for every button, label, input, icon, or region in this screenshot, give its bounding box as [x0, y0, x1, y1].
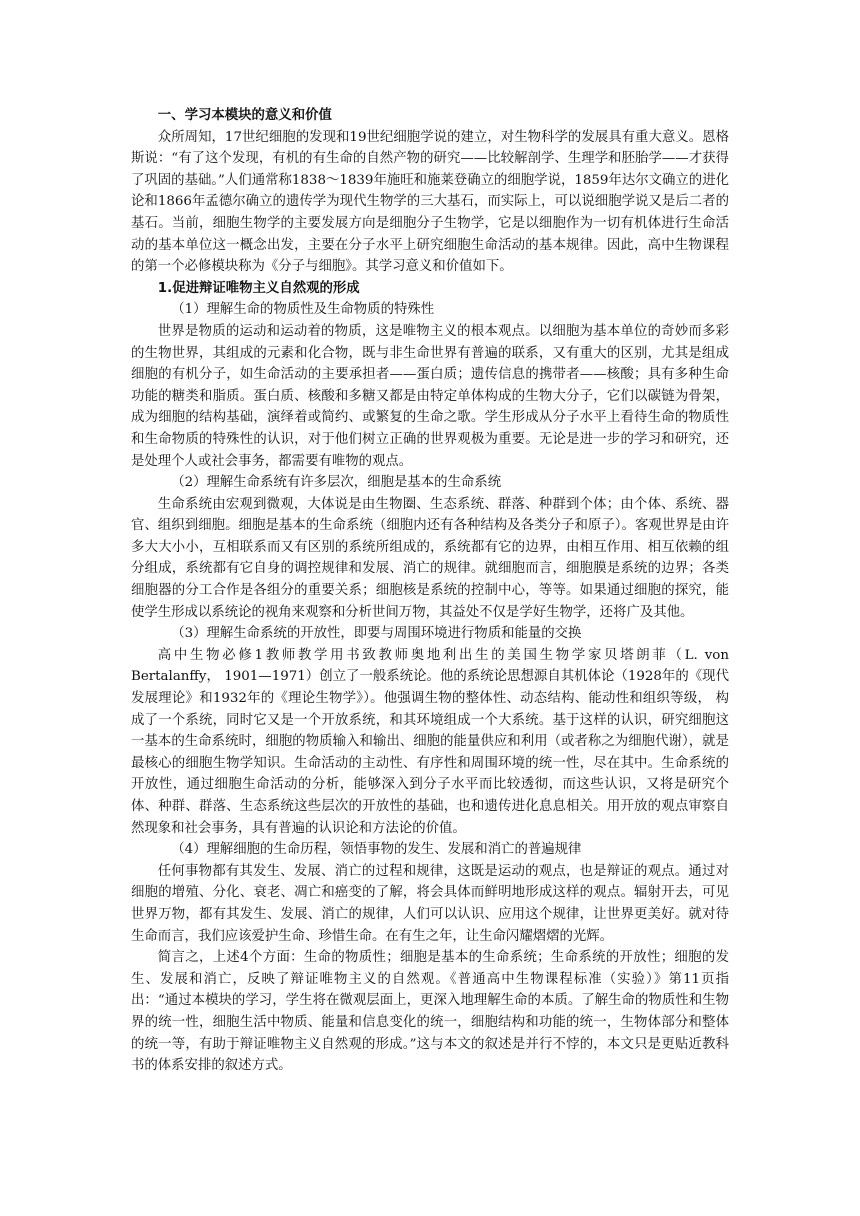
point3-title: （3）理解生命系统的开放性，即要与周围环境进行物质和能量的交换: [171, 626, 582, 642]
subsection-title: 1.促进辩证唯物主义自然观的形成: [157, 280, 360, 296]
section-title: 一、学习本模块的意义和价值: [157, 108, 332, 123]
summary-paragraph: 简言之，上述4个方面：生命的物质性；细胞是基本的生命系统；生命系统的开放性；细胞的发生、发展和消亡，反映了辩证唯物主义的自然观。《普通高中生物课程标准（实验）》第11页指出：“通过本模块的学习，学生将在微观层面上，更深入地理解生命的本质。了解生命的物质性和生物界的统一性，细胞生活中物质、能量和信息变化的统一，细胞结构和功能的统一，生物体部分和整体的统一等，有助于辩证唯物主义自然观的形成。”这与本文的叙述是并行不悖的，本文只是更贴近教科书的体系安排的叙述方式。: [131, 950, 729, 1074]
intro-paragraph: 众所周知，17世纪细胞的发现和19世纪细胞学说的建立，对生物科学的发展具有重大意义。恩格斯说：“有了这个发现，有机的有生命的自然产物的研究——比较解剖学、生理学和胚胎学——才获得了巩固的基础。”人们通常称1838～1839年施旺和施莱登确立的细胞学说，1859年达尔文确立的进化论和1866年孟德尔确立的遗传学为现代生物学的三大基石，而实际上，可以说细胞学说又是后二者的基石。当前，细胞生物学的主要发展方向是细胞分子生物学，它是以细胞作为一切有机体进行生命活动的基本单位这一概念出发，主要在分子水平上研究细胞生命活动的基本规律。因此，高中生物课程的第一个必修模块称为《分子与细胞》。其学习意义和价值如下。: [131, 129, 729, 275]
point4-paragraph: 任何事物都有其发生、发展、消亡的过程和规律，这既是运动的观点，也是辩证的观点。通过对细胞的增殖、分化、衰老、凋亡和癌变的了解，将会具体而鲜明地形成这样的观点。辐射开去，可见世界万物，都有其发生、发展、消亡的规律，人们可以认识、应用这个规律，让世界更美好。就对待生命而言，我们应该爱护生命、珍惜生命。在有生之年，让生命闪耀熠熠的光辉。: [131, 863, 729, 944]
point1-title: （1）理解生命的物质性及生命物质的特殊性: [171, 302, 435, 318]
point1-paragraph: 世界是物质的运动和运动着的物质，这是唯物主义的根本观点。以细胞为基本单位的奇妙而多彩的生物世界，其组成的元素和化合物，既与非生命世界有普遍的联系，又有重大的区别，尤其是组成细胞的有机分子，如生命活动的主要承担者——蛋白质；遗传信息的携带者——核酸；具有多种生命功能的糖类和脂质。蛋白质、核酸和多糖又都是由特定单体构成的生物大分子，它们以碳链为骨架，成为细胞的结构基础，演绎着或简约、或繁复的生命之歌。学生形成从分子水平上看待生命的物质性和生命物质的特殊性的认识，对于他们树立正确的世界观极为重要。无论是进一步的学习和研究，还是处理个人或社会事务，都需要有唯物的观点。: [131, 323, 729, 469]
point2-title: （2）理解生命系统有许多层次，细胞是基本的生命系统: [171, 475, 502, 491]
point3-paragraph: 高中生物必修1教师教学用书致教师奥地利出生的美国生物学家贝塔朗菲（L. von Bertalanffy， 1901—1971）创立了一般系统论。他的系统论思想源自其机体论（1928年的《现代发展理论》和1932年的《理论生物学》）。他强调生物的整体性、动态结构、能动性和组织等级， 构成了一个系统，同时它又是一个开放系统，和其环境组成一个大系统。基于这样的认识，研究细胞这一基本的生命系统时，细胞的物质输入和输出、细胞的能量供应和利用（或者称之为细胞代谢），就是最核心的细胞生物学知识。生命活动的主动性、有序性和周围环境的统一性，尽在其中。生命系统的开放性，通过细胞生命活动的分析，能够深入到分子水平而比较透彻，而这些认识，又将是研究个体、种群、群落、生态系统这些层次的开放性的基础，也和遗传进化息息相关。用开放的观点审察自然现象和社会事务，具有普遍的认识论和方法论的价值。: [131, 647, 729, 836]
point4-title: （4）理解细胞的生命历程，领悟事物的发生、发展和消亡的普遍规律: [171, 842, 582, 858]
document-page: [131, 105, 729, 1077]
point2-paragraph: 生命系统由宏观到微观，大体说是由生物圈、生态系统、群落、种群到个体；由个体、系统、器官、组织到细胞。细胞是基本的生命系统（细胞内还有各种结构及各类分子和原子）。客观世界是由许多大大小小，互相联系而又有区别的系统所组成的，系统都有它的边界，由相互作用、相互依赖的组分组成，系统都有它自身的调控规律和发展、消亡的规律。就细胞而言，细胞膜是系统的边界；各类细胞器的分工合作是各组分的重要关系；细胞核是系统的控制中心，等等。如果通过细胞的探究，能使学生形成以系统论的视角来观察和分析世间万物，其益处不仅是学好生物学，还将广及其他。: [131, 496, 729, 620]
